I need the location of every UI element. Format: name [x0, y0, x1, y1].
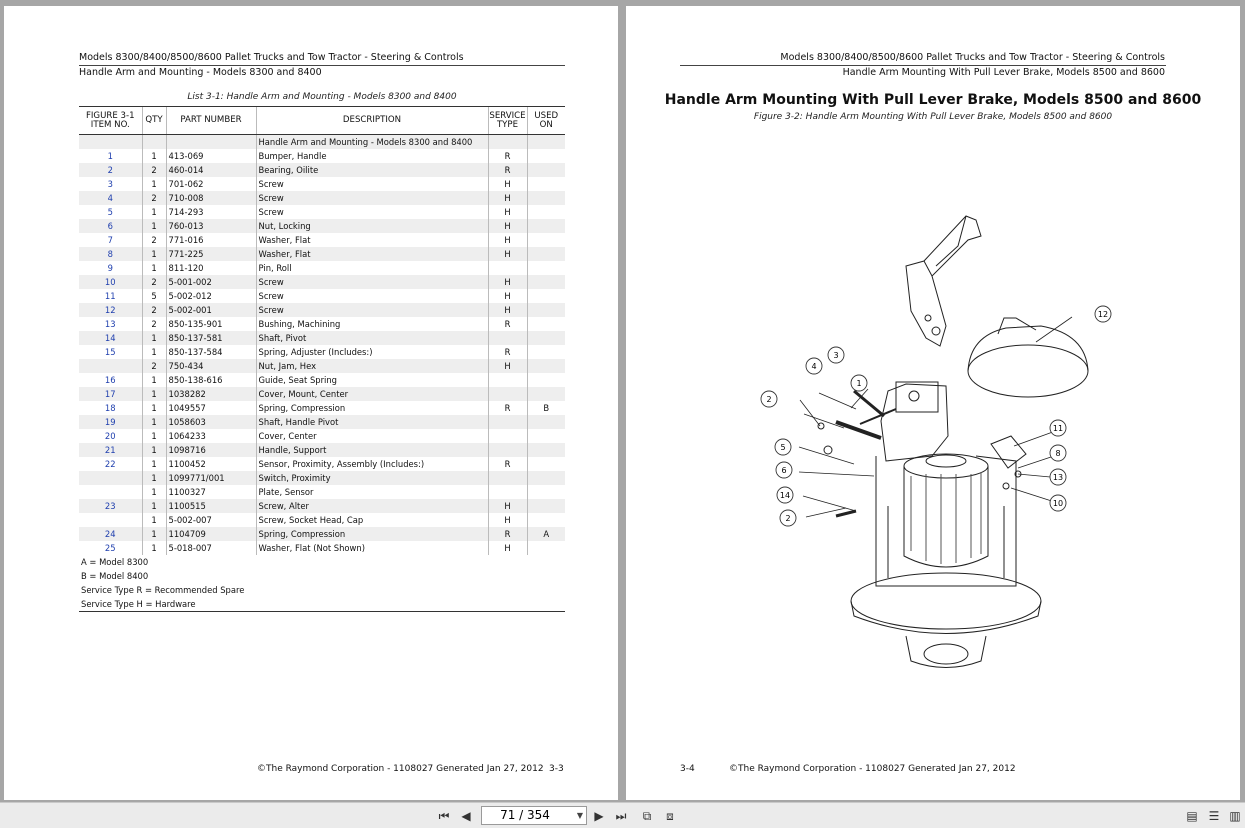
page-indicator: 71 / 354 [500, 808, 550, 822]
svg-text:4: 4 [811, 362, 817, 371]
service-type-cell: H [488, 177, 527, 191]
item-number-cell[interactable]: 9 [107, 263, 113, 273]
part-number-cell: 1038282 [166, 387, 256, 401]
table-row [79, 499, 565, 513]
description-cell: Guide, Seat Spring [256, 373, 488, 387]
qty-cell: 1 [142, 149, 166, 163]
used-on-cell [527, 303, 565, 317]
pivot-shaft-drawing [836, 422, 881, 438]
table-row [79, 135, 565, 150]
qty-cell: 1 [142, 387, 166, 401]
used-on-cell [527, 513, 565, 527]
chevron-down-icon: ▼ [576, 811, 583, 820]
table-row [79, 457, 565, 471]
list-caption: List 3-1: Handle Arm and Mounting - Models 8300 and 8400 [187, 92, 457, 102]
used-on-cell [527, 219, 565, 233]
qty-cell: 1 [142, 485, 166, 499]
description-cell: Spring, Adjuster (Includes:) [256, 345, 488, 359]
description-cell: Sensor, Proximity, Assembly (Includes:) [256, 457, 488, 471]
header-divider [680, 65, 1166, 66]
callout-3 [828, 347, 844, 363]
part-number-cell: 1049557 [166, 401, 256, 415]
col-used-on: USED ON [527, 107, 565, 135]
note-model-b: B = Model 8400 [79, 569, 565, 583]
service-type-cell: H [488, 219, 527, 233]
item-number-cell[interactable]: 21 [79, 443, 142, 457]
description-cell: Screw, Socket Head, Cap [256, 513, 488, 527]
table-row [79, 303, 565, 317]
service-type-cell [488, 261, 527, 275]
svg-text:14: 14 [779, 491, 791, 500]
item-number-cell[interactable]: 7 [107, 235, 113, 245]
part-number-cell: 850-138-616 [166, 373, 256, 387]
service-type-cell: R [488, 457, 527, 471]
svg-text:6: 6 [781, 466, 787, 475]
item-number-cell[interactable]: 17 [79, 387, 142, 401]
part-number-cell: 5-002-001 [166, 303, 256, 317]
part-number-cell: 710-008 [166, 191, 256, 205]
item-number-cell [79, 135, 142, 150]
description-cell: Washer, Flat (Not Shown) [256, 541, 488, 555]
two-page-view-icon[interactable]: ▥ [1229, 809, 1241, 823]
table-row [79, 387, 565, 401]
part-number-cell: 5-018-007 [166, 541, 256, 555]
callout-12 [1095, 306, 1111, 322]
svg-text:2: 2 [766, 395, 772, 404]
description-cell: Screw [256, 289, 488, 303]
service-type-cell: H [488, 541, 527, 555]
table-header-row [79, 107, 565, 135]
description-cell: Handle, Support [256, 443, 488, 457]
part-number-cell: 701-062 [166, 177, 256, 191]
qty-cell: 1 [142, 177, 166, 191]
table-row [79, 219, 565, 233]
part-number-cell: 1098716 [166, 443, 256, 457]
qty-cell: 1 [142, 261, 166, 275]
drive-base-drawing [851, 573, 1041, 629]
used-on-cell [527, 191, 565, 205]
part-number-cell: 760-013 [166, 219, 256, 233]
table-row [79, 191, 565, 205]
item-number-cell[interactable]: 19 [79, 415, 142, 429]
description-cell: Screw [256, 177, 488, 191]
table-row [79, 261, 565, 275]
table-row [79, 233, 565, 247]
part-number-cell: 850-135-901 [166, 317, 256, 331]
go-forward-view-icon[interactable]: ⧈ [666, 809, 674, 823]
callout-6 [776, 462, 792, 478]
service-type-cell [488, 387, 527, 401]
col-figure-item: FIGURE 3-1 ITEM NO. [79, 107, 142, 135]
table-row [79, 443, 565, 457]
qty-cell: 1 [142, 345, 166, 359]
item-number-cell[interactable]: 13 [104, 319, 116, 329]
qty-cell: 1 [142, 401, 166, 415]
service-type-cell: H [488, 499, 527, 513]
item-number-cell[interactable]: 3 [107, 179, 113, 189]
qty-cell: 1 [142, 415, 166, 429]
service-type-cell: H [488, 513, 527, 527]
used-on-cell [527, 457, 565, 471]
item-number-cell[interactable]: 18 [104, 403, 116, 413]
service-type-cell: H [488, 247, 527, 261]
item-number-cell[interactable]: 25 [104, 543, 116, 553]
part-number-cell: 413-069 [166, 149, 256, 163]
part-number-cell: 750-434 [166, 359, 256, 373]
table-row [79, 373, 565, 387]
table-row [79, 471, 565, 485]
service-type-cell: H [488, 359, 527, 373]
used-on-cell [527, 443, 565, 457]
used-on-cell [527, 135, 565, 150]
motor-housing-drawing [904, 466, 988, 567]
part-number-cell: 850-137-584 [166, 345, 256, 359]
table-row [79, 359, 565, 373]
description-cell: Washer, Flat [256, 233, 488, 247]
used-on-cell [527, 415, 565, 429]
svg-text:2: 2 [785, 514, 791, 523]
note-model-a: A = Model 8300 [79, 555, 565, 569]
col-service-type: SERVICE TYPE [488, 107, 527, 135]
service-type-cell: H [488, 191, 527, 205]
figure-caption: Figure 3-2: Handle Arm Mounting With Pull Lever Brake, Models 8500 and 8600 [753, 112, 1113, 122]
item-number-cell [79, 471, 142, 485]
part-number-cell: 1100515 [166, 499, 256, 513]
service-type-cell: H [488, 205, 527, 219]
qty-cell: 1 [142, 471, 166, 485]
qty-cell: 1 [142, 331, 166, 345]
callout-1 [851, 375, 867, 391]
used-on-cell [527, 345, 565, 359]
description-cell: Cover, Center [256, 429, 488, 443]
description-cell: Screw, Alter [256, 499, 488, 513]
description-cell: Shaft, Pivot [256, 331, 488, 345]
part-number-cell: 771-016 [166, 233, 256, 247]
item-number-cell[interactable]: 1 [107, 151, 113, 161]
item-number-cell[interactable]: 4 [79, 191, 142, 205]
used-on-cell [527, 233, 565, 247]
header-line-1: Models 8300/8400/8500/8600 Pallet Trucks and Tow Tractor - Steering & Controls [79, 52, 464, 63]
item-number-cell[interactable]: 10 [79, 275, 142, 289]
item-number-cell[interactable]: 14 [79, 331, 142, 345]
callout-13 [1050, 469, 1066, 485]
description-cell: Screw [256, 275, 488, 289]
description-cell: Screw [256, 205, 488, 219]
part-number-cell: 1099771/001 [166, 471, 256, 485]
table-row [79, 289, 565, 303]
used-on-cell [527, 261, 565, 275]
note-service-h: Service Type H = Hardware [79, 597, 565, 612]
table-row [79, 317, 565, 331]
service-type-cell: R [488, 527, 527, 541]
description-cell: Nut, Locking [256, 219, 488, 233]
header-line-2: Handle Arm and Mounting - Models 8300 and 8400 [79, 67, 322, 78]
svg-text:12: 12 [1097, 310, 1109, 319]
col-description: DESCRIPTION [256, 107, 488, 135]
table-row [79, 527, 565, 541]
service-type-cell: R [488, 317, 527, 331]
used-on-cell [527, 289, 565, 303]
qty-cell: 2 [142, 317, 166, 331]
qty-cell: 2 [142, 233, 166, 247]
page-number: 3-4 [680, 764, 695, 774]
callout-14 [777, 487, 793, 503]
qty-cell: 2 [142, 303, 166, 317]
used-on-cell [527, 485, 565, 499]
item-number-cell[interactable]: 2 [79, 163, 142, 177]
description-cell: Switch, Proximity [256, 471, 488, 485]
table-row [79, 429, 565, 443]
description-cell: Bumper, Handle [256, 149, 488, 163]
service-type-cell: H [488, 233, 527, 247]
table-row [79, 177, 565, 191]
part-number-cell: 811-120 [166, 261, 256, 275]
first-page-button[interactable]: ⏮ [438, 809, 450, 823]
description-cell: Shaft, Handle Pivot [256, 415, 488, 429]
service-type-cell: H [488, 275, 527, 289]
qty-cell: 2 [142, 163, 166, 177]
description-cell: Washer, Flat [256, 247, 488, 261]
service-type-cell: R [488, 163, 527, 177]
description-cell: Spring, Compression [256, 527, 488, 541]
item-number-cell[interactable]: 15 [104, 347, 116, 357]
svg-text:13: 13 [1052, 473, 1064, 482]
footer-copyright: ©The Raymond Corporation - 1108027 Generated Jan 27, 2012 [729, 764, 1016, 774]
part-number-cell: 1064233 [166, 429, 256, 443]
footer-copyright: ©The Raymond Corporation - 1108027 Generated Jan 27, 2012 [257, 764, 544, 774]
service-type-cell: R [488, 401, 527, 415]
used-on-cell [527, 373, 565, 387]
qty-cell: 1 [142, 429, 166, 443]
item-number-cell [79, 513, 142, 527]
used-on-cell [527, 429, 565, 443]
qty-cell: 1 [142, 247, 166, 261]
qty-cell: 1 [142, 527, 166, 541]
left-page [4, 6, 618, 800]
qty-cell: 2 [142, 359, 166, 373]
item-number-cell[interactable]: 16 [104, 375, 116, 385]
used-on-cell [527, 149, 565, 163]
table-row [79, 149, 565, 163]
callout-10 [1050, 495, 1066, 511]
previous-page-button[interactable]: ◀ [461, 809, 471, 823]
qty-cell: 1 [142, 541, 166, 555]
item-number-cell[interactable]: 24 [79, 527, 142, 541]
item-number-cell[interactable]: 20 [104, 431, 116, 441]
table-row [79, 163, 565, 177]
description-cell: Plate, Sensor [256, 485, 488, 499]
item-number-cell[interactable]: 6 [79, 219, 142, 233]
table-row [79, 331, 565, 345]
description-cell: Handle Arm and Mounting - Models 8300 and 8400 [256, 135, 488, 150]
service-type-cell [488, 415, 527, 429]
qty-cell: 5 [142, 289, 166, 303]
table-row [79, 541, 565, 555]
used-on-cell [527, 247, 565, 261]
part-number-cell: 714-293 [166, 205, 256, 219]
part-number-cell: 1058603 [166, 415, 256, 429]
qty-cell: 1 [142, 457, 166, 471]
col-qty: QTY [142, 107, 166, 135]
description-cell: Pin, Roll [256, 261, 488, 275]
svg-text:1: 1 [856, 379, 862, 388]
center-cover-drawing [968, 345, 1088, 397]
qty-cell: 1 [142, 373, 166, 387]
part-number-cell: 5-002-012 [166, 289, 256, 303]
part-number-cell: 850-137-581 [166, 331, 256, 345]
header-line-1: Models 8300/8400/8500/8600 Pallet Trucks and Tow Tractor - Steering & Controls [780, 52, 1165, 63]
figure-title: Handle Arm Mounting With Pull Lever Brake, Models 8500 and 8600 [664, 92, 1202, 108]
viewer-toolbar [0, 802, 1245, 828]
item-number-cell[interactable]: 5 [107, 207, 113, 217]
used-on-cell [527, 471, 565, 485]
item-number-cell[interactable]: 8 [79, 247, 142, 261]
used-on-cell [527, 499, 565, 513]
qty-cell: 1 [142, 513, 166, 527]
next-page-button[interactable]: ▶ [594, 809, 604, 823]
used-on-cell [527, 163, 565, 177]
last-page-button[interactable]: ⏭ [615, 809, 627, 823]
table-row [79, 247, 565, 261]
part-number-cell: 5-001-002 [166, 275, 256, 289]
used-on-cell [527, 331, 565, 345]
callout-4 [806, 358, 822, 374]
used-on-cell [527, 359, 565, 373]
qty-cell [142, 135, 166, 150]
item-number-cell[interactable]: 22 [104, 459, 116, 469]
page-selector[interactable] [481, 806, 587, 825]
continuous-view-icon[interactable]: ☰ [1208, 809, 1220, 823]
table-row [79, 415, 565, 429]
used-on-cell [527, 317, 565, 331]
qty-cell: 1 [142, 443, 166, 457]
service-type-cell [488, 429, 527, 443]
parts-table [79, 106, 565, 612]
used-on-cell [527, 387, 565, 401]
service-type-cell: H [488, 289, 527, 303]
part-number-cell: 460-014 [166, 163, 256, 177]
part-number-cell [166, 135, 256, 150]
service-type-cell [488, 373, 527, 387]
callout-5 [775, 439, 791, 455]
description-cell: Cover, Mount, Center [256, 387, 488, 401]
right-page [626, 6, 1240, 800]
note-service-r: Service Type R = Recommended Spare [79, 583, 565, 597]
service-type-cell [488, 471, 527, 485]
part-number-cell: 5-002-007 [166, 513, 256, 527]
service-type-cell: R [488, 345, 527, 359]
used-on-cell [527, 177, 565, 191]
used-on-cell [527, 275, 565, 289]
header-line-2: Handle Arm Mounting With Pull Lever Brake, Models 8500 and 8600 [842, 67, 1165, 78]
description-cell: Bearing, Oilite [256, 163, 488, 177]
part-number-cell: 1100452 [166, 457, 256, 471]
table-row [79, 513, 565, 527]
description-cell: Bushing, Machining [256, 317, 488, 331]
qty-cell: 2 [142, 275, 166, 289]
callout-2 [761, 391, 777, 407]
qty-cell: 1 [142, 219, 166, 233]
svg-text:8: 8 [1055, 449, 1061, 458]
used-on-cell [527, 541, 565, 555]
col-part-number: PART NUMBER [166, 107, 256, 135]
service-type-cell [488, 331, 527, 345]
header-divider [79, 65, 565, 66]
table-row [79, 275, 565, 289]
table-row [79, 345, 565, 359]
part-number-cell: 771-225 [166, 247, 256, 261]
used-on-cell: A [527, 527, 565, 541]
part-number-cell: 1100327 [166, 485, 256, 499]
svg-text:11: 11 [1052, 424, 1064, 433]
description-cell: Screw [256, 191, 488, 205]
callout-11 [1050, 420, 1066, 436]
qty-cell: 1 [142, 499, 166, 513]
service-type-cell: H [488, 303, 527, 317]
callout-2 [780, 510, 796, 526]
item-number-cell[interactable]: 23 [79, 499, 142, 513]
service-type-cell [488, 485, 527, 499]
callout-8 [1050, 445, 1066, 461]
used-on-cell [527, 205, 565, 219]
table-row [79, 485, 565, 499]
description-cell: Screw [256, 303, 488, 317]
item-number-cell[interactable]: 12 [79, 303, 142, 317]
used-on-cell: B [527, 401, 565, 415]
description-cell: Nut, Jam, Hex [256, 359, 488, 373]
qty-cell: 2 [142, 191, 166, 205]
svg-text:5: 5 [780, 443, 786, 452]
svg-text:10: 10 [1052, 499, 1064, 508]
table-row [79, 205, 565, 219]
single-page-view-icon[interactable]: ▤ [1186, 809, 1198, 823]
item-number-cell [79, 485, 142, 499]
item-number-cell[interactable]: 11 [104, 291, 116, 301]
part-number-cell: 1104709 [166, 527, 256, 541]
exploded-parts-diagram [736, 206, 1109, 676]
handle-support-drawing [906, 216, 981, 346]
service-type-cell [488, 135, 527, 150]
qty-cell: 1 [142, 205, 166, 219]
go-back-view-icon[interactable]: ⧉ [642, 809, 652, 823]
item-number-cell [79, 359, 142, 373]
page-number: 3-3 [549, 764, 564, 774]
service-type-cell [488, 443, 527, 457]
description-cell: Spring, Compression [256, 401, 488, 415]
service-type-cell: R [488, 149, 527, 163]
svg-text:3: 3 [833, 351, 839, 360]
table-row [79, 401, 565, 415]
